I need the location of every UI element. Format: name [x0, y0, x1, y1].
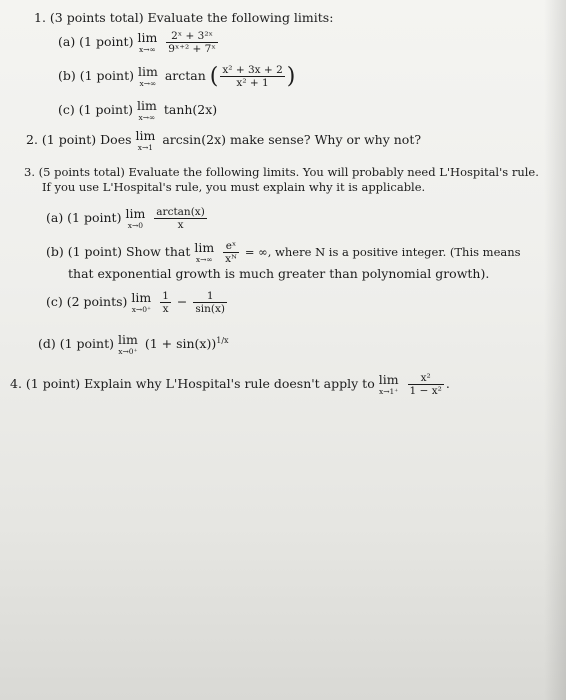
fraction-2: [193, 290, 227, 315]
lim-subscript: x→1⁺: [379, 386, 399, 396]
problem-1c: [58, 100, 217, 121]
page-shadow: [544, 0, 566, 700]
problem-4-pre: 4. (1 point) Explain why L'Hospital's rule doesn't apply to: [10, 376, 375, 391]
problem-3-header-2: [42, 180, 425, 194]
problem-3d: [38, 334, 229, 355]
lim-subscript: x→∞: [195, 254, 213, 264]
limit-operator: [136, 130, 156, 151]
fraction: [154, 206, 207, 231]
denominator: sin(x): [195, 303, 226, 315]
numerator: 1: [193, 290, 227, 303]
problem-2-post: arcsin(2x) make sense? Why or why not?: [162, 132, 422, 147]
expression: tanh(2x): [163, 102, 218, 117]
problem-1b: [58, 64, 295, 89]
problem-4: [10, 372, 450, 397]
limit-operator: [137, 32, 157, 53]
lim-subscript: x→∞: [139, 78, 157, 88]
problem-1a: [58, 30, 220, 55]
numerator: eˣ: [223, 240, 239, 253]
denominator: x: [162, 303, 169, 315]
numerator: 2ˣ + 3²ˣ: [166, 30, 218, 43]
problem-3b-text-2: that exponential growth is much greater than polynomial growth).: [68, 266, 490, 281]
fraction: [223, 240, 239, 265]
problem-2: [26, 130, 421, 151]
denominator: x: [177, 219, 184, 231]
numerator: x² + 3x + 2: [222, 64, 283, 76]
expression: (1 + sin(x)): [144, 336, 217, 351]
left-paren: (: [209, 64, 219, 89]
lim-word: lim: [137, 30, 158, 45]
lim-subscript: x→1: [137, 142, 154, 152]
lim-word: lim: [131, 290, 152, 305]
fraction: [408, 372, 444, 397]
problem-3a: [46, 206, 209, 231]
problem-1c-label: (c) (1 point): [58, 102, 134, 117]
problem-1a-label: (a) (1 point): [58, 34, 134, 49]
period: .: [445, 376, 450, 391]
denominator: 9ˣ⁺² + 7ˣ: [168, 43, 216, 55]
limit-operator: [125, 208, 145, 229]
numerator: 1: [162, 290, 169, 302]
problem-3b-line2: [68, 266, 489, 281]
problem-3b-post: = ∞, where N is a positive integer. (This means: [244, 245, 521, 259]
function-name: arctan: [164, 68, 206, 83]
denominator: 1 − x²: [409, 385, 442, 397]
lim-subscript: x→0⁺: [131, 304, 151, 314]
problem-3c-label: (c) (2 points): [46, 294, 128, 309]
problem-3b: [46, 240, 521, 265]
lim-subscript: x→0: [127, 220, 144, 230]
limit-operator: [137, 100, 157, 121]
limit-operator: [131, 292, 151, 313]
fraction: [166, 30, 218, 55]
lim-word: lim: [378, 372, 399, 387]
minus-sign: −: [176, 294, 188, 309]
exponent: 1/x: [216, 335, 229, 345]
lim-word: lim: [138, 64, 158, 79]
lim-word: lim: [125, 206, 146, 221]
denominator: xᴺ: [225, 253, 237, 265]
numerator: x²: [408, 372, 444, 385]
problem-1-header: [34, 10, 333, 25]
right-paren: ): [286, 64, 296, 89]
problem-3a-label: (a) (1 point): [46, 210, 122, 225]
numerator: arctan(x): [156, 206, 205, 218]
limit-operator: [194, 242, 214, 263]
problem-1b-label: (b) (1 point): [58, 68, 135, 83]
problem-2-pre: 2. (1 point) Does: [26, 132, 132, 147]
lim-word: lim: [194, 240, 215, 255]
lim-subscript: x→∞: [139, 44, 156, 54]
problem-3-text: 3. (5 points total) Evaluate the following limits. You will probably need L'Hospital's rule.: [24, 165, 539, 179]
problem-3d-label: (d) (1 point): [38, 336, 115, 351]
lim-word: lim: [118, 332, 138, 347]
problem-3b-label: (b) (1 point) Show that: [46, 244, 191, 259]
problem-3c: [46, 290, 229, 315]
fraction-1: [160, 290, 171, 315]
limit-operator: [118, 334, 138, 355]
problem-3-header: [24, 165, 539, 179]
limit-operator: [379, 374, 399, 395]
limit-operator: [138, 66, 158, 87]
lim-subscript: x→0⁺: [118, 346, 138, 356]
lim-subscript: x→∞: [138, 112, 156, 122]
lim-word: lim: [135, 128, 156, 143]
lim-word: lim: [137, 98, 157, 113]
problem-1-text: 1. (3 points total) Evaluate the following limits:: [34, 10, 334, 25]
denominator: x² + 1: [236, 77, 269, 89]
fraction: [220, 64, 284, 89]
problem-3-text-2: If you use L'Hospital's rule, you must explain why it is applicable.: [42, 180, 426, 194]
